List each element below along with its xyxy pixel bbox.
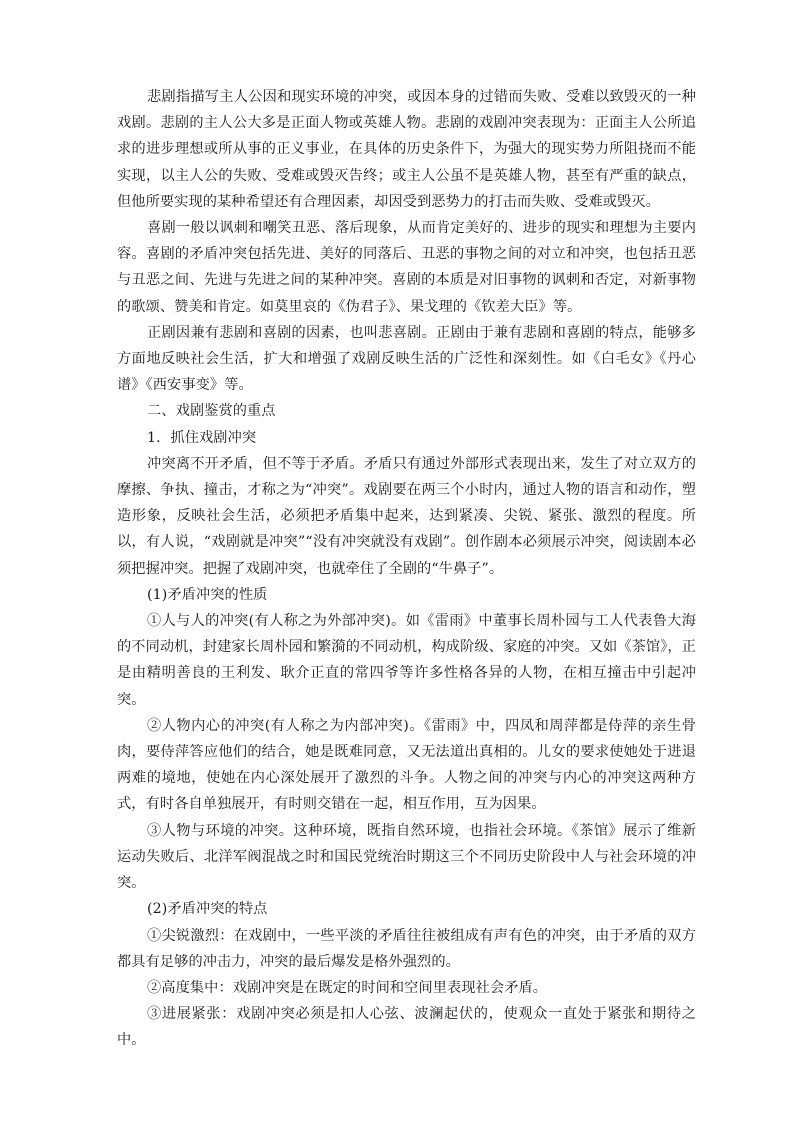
paragraph-feature-sharp: ①尖锐激烈：在戏剧中，一些平淡的矛盾往往被组成有声有色的冲突，由于矛盾的双方都具有足够的冲击力，冲突的最后爆发是格外强烈的。: [117, 927, 696, 970]
paragraph-drama: 正剧因兼有悲剧和喜剧的因素，也叫悲喜剧。正剧由于兼有悲剧和喜剧的特点，能够多方面地反映社会生活，扩大和增强了戏剧反映生活的广泛性和深刻性。如《白毛女》《丹心谱》《西安事变》等。: [117, 324, 696, 394]
paragraph-feature-concentrated: ②高度集中：戏剧冲突是在既定的时间和空间里表现社会矛盾。: [147, 979, 548, 996]
document-body: [117, 84, 696, 1054]
subheading-nature: (1)矛盾冲突的性质: [147, 586, 268, 603]
paragraph-conflict: 冲突离不开矛盾，但不等于矛盾。矛盾只有通过外部形式表现出来，发生了对立双方的摩擦、争执、撞击，才称之为“冲突”。戏剧要在两三个小时内，通过人物的语言和动作，塑造形象，反映社会生活，必须把矛盾集中起来，达到紧凑、尖锐、紧张、激烈的程度。所以，有人说，“戏剧就是冲突”“没有冲突就没有戏剧”。创作剧本必须展示冲突，阅读剧本必须把握冲突。把握了戏剧冲突，也就牵住了全剧的“牛鼻子”。: [117, 455, 696, 577]
subheading-features: (2)矛盾冲突的特点: [147, 901, 268, 918]
paragraph-person-conflict: ①人与人的冲突(有人称之为外部冲突)。如《雷雨》中董事长周朴园与工人代表鲁大海的不同动机，封建家长周朴园和繁漪的不同动机，构成阶级、家庭的冲突。又如《茶馆》，正是由精明善良的王利发、耿介正直的常四爷等许多性格各异的人物，在相互撞击中引起冲突。: [117, 613, 696, 708]
section-heading: 二、戏剧鉴赏的重点: [147, 403, 276, 420]
paragraph-tragedy: 悲剧指描写主人公因和现实环境的冲突，或因本身的过错而失败、受难以致毁灭的一种戏剧。悲剧的主人公大多是正面人物或英雄人物。悲剧的戏剧冲突表现为：正面主人公所追求的进步理想或所从事的正义事业，在具体的历史条件下，为强大的现实势力所阻挠而不能实现，以主人公的失败、受难或毁灭告终；或主人公虽不是英雄人物，甚至有严重的缺点，但他所要实现的某种希望还有合理因素，却因受到恶势力的打击而失败、受难或毁灭。: [117, 89, 696, 210]
paragraph-inner-conflict: ②人物内心的冲突(有人称之为内部冲突)。《雷雨》中，四凤和周萍都是侍萍的亲生骨肉，要侍萍答应他们的结合，她是既难同意，又无法道出真相的。儿女的要求使她处于进退两难的境地，使她在内心深处展开了激烈的斗争。人物之间的冲突与内心的冲突这两种方式，有时各自单独展开，有时则交错在一起，相互作用，互为因果。: [117, 717, 696, 813]
paragraph-feature-tense: ③进展紧张：戏剧冲突必须是扣人心弦、波澜起伏的，使观众一直处于紧张和期待之中。: [117, 1006, 696, 1049]
paragraph-comedy: 喜剧一般以讽刺和嘲笑丑恶、落后现象，从而肯定美好的、进步的现实和理想为主要内容。喜剧的矛盾冲突包括先进、美好的同落后、丑恶的事物之间的对立和冲突，也包括丑恶与丑恶之间、先进与先进之间的某种冲突。喜剧的本质是对旧事物的讽刺和否定，对新事物的歌颂、赞美和肯定。如莫里哀的《伪君子》、果戈理的《钦差大臣》等。: [117, 220, 696, 315]
paragraph-environment-conflict: ③人物与环境的冲突。这种环境，既指自然环境，也指社会环境。《茶馆》展示了维新运动失败后、北洋军阀混战之时和国民党统治时期这三个不同历史阶段中人与社会环境的冲突。: [117, 822, 696, 892]
subsection-heading: 1．抓住戏剧冲突: [147, 429, 257, 446]
